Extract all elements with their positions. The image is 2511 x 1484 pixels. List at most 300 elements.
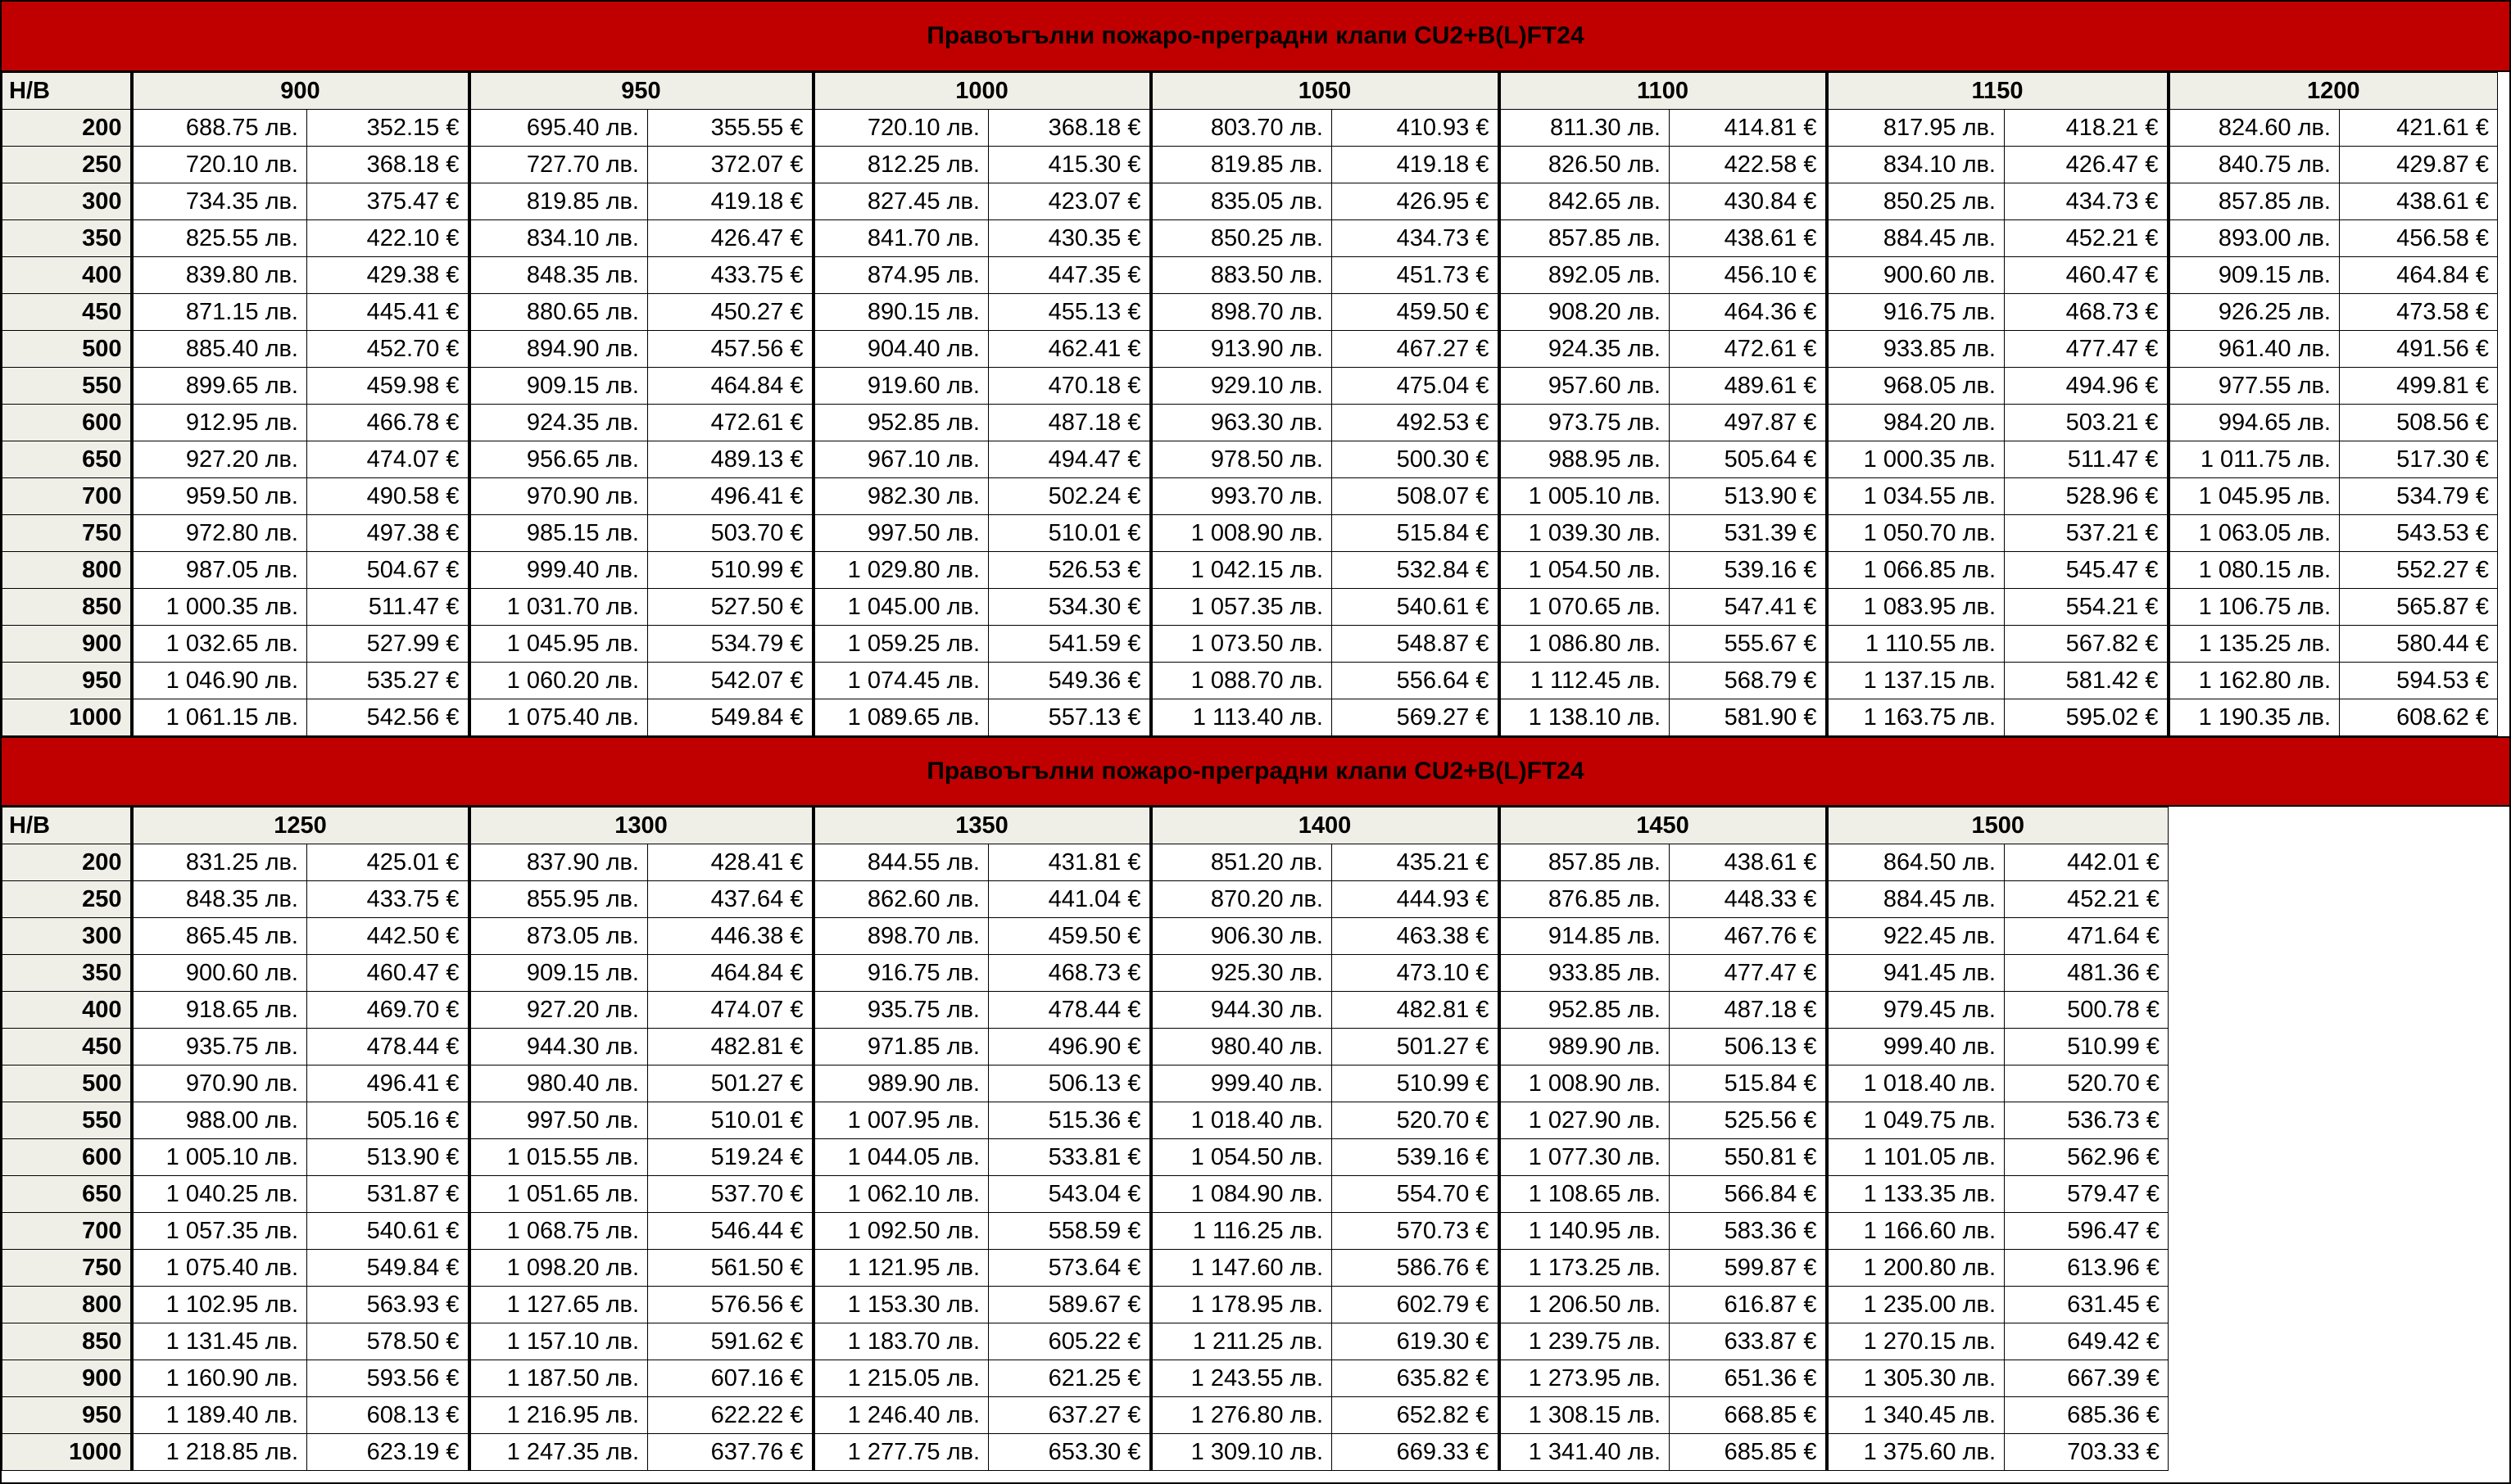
price-bgn-cell: 1 080.15 лв. bbox=[2169, 552, 2340, 589]
price-bgn-cell: 980.40 лв. bbox=[469, 1065, 648, 1102]
price-eur-cell: 464.36 € bbox=[1670, 294, 1827, 331]
price-eur-cell: 435.21 € bbox=[1332, 844, 1499, 881]
price-bgn-cell: 834.10 лв. bbox=[1827, 147, 2005, 183]
price-eur-cell: 557.13 € bbox=[989, 699, 1151, 736]
price-bgn-cell: 1 066.85 лв. bbox=[1827, 552, 2005, 589]
price-eur-cell: 368.18 € bbox=[307, 147, 469, 183]
price-bgn-cell: 1 050.70 лв. bbox=[1827, 515, 2005, 552]
height-label: 450 bbox=[2, 294, 132, 331]
price-bgn-cell: 1 000.35 лв. bbox=[1827, 441, 2005, 478]
price-bgn-cell: 1 098.20 лв. bbox=[469, 1250, 648, 1287]
price-bgn-cell: 1 018.40 лв. bbox=[1827, 1065, 2005, 1102]
price-eur-cell: 430.84 € bbox=[1670, 183, 1827, 220]
price-bgn-cell: 961.40 лв. bbox=[2169, 331, 2340, 368]
price-bgn-cell: 941.45 лв. bbox=[1827, 955, 2005, 992]
height-label: 800 bbox=[2, 1287, 132, 1323]
price-eur-cell: 474.07 € bbox=[307, 441, 469, 478]
price-bgn-cell: 1 074.45 лв. bbox=[814, 663, 989, 699]
price-eur-cell: 452.21 € bbox=[2005, 220, 2169, 257]
price-eur-cell: 515.84 € bbox=[1670, 1065, 1827, 1102]
price-bgn-cell: 1 029.80 лв. bbox=[814, 552, 989, 589]
height-label: 300 bbox=[2, 918, 132, 955]
price-eur-cell: 429.87 € bbox=[2340, 147, 2498, 183]
table-row bbox=[2, 918, 2169, 955]
price-bgn-cell: 924.35 лв. bbox=[469, 405, 648, 441]
price-eur-cell: 442.50 € bbox=[307, 918, 469, 955]
price-eur-cell: 531.87 € bbox=[307, 1176, 469, 1213]
price-eur-cell: 568.79 € bbox=[1670, 663, 1827, 699]
price-bgn-cell: 885.40 лв. bbox=[132, 331, 307, 368]
price-bgn-cell: 997.50 лв. bbox=[814, 515, 989, 552]
price-bgn-cell: 1 051.65 лв. bbox=[469, 1176, 648, 1213]
price-bgn-cell: 1 045.95 лв. bbox=[469, 626, 648, 663]
table-row bbox=[2, 1250, 2169, 1287]
price-eur-cell: 463.38 € bbox=[1332, 918, 1499, 955]
price-eur-cell: 602.79 € bbox=[1332, 1287, 1499, 1323]
table-row bbox=[2, 1287, 2169, 1323]
price-bgn-cell: 848.35 лв. bbox=[132, 881, 307, 918]
price-eur-cell: 506.13 € bbox=[1670, 1029, 1827, 1065]
price-bgn-cell: 1 138.10 лв. bbox=[1499, 699, 1670, 736]
price-bgn-cell: 824.60 лв. bbox=[2169, 110, 2340, 147]
price-eur-cell: 537.21 € bbox=[2005, 515, 2169, 552]
price-eur-cell: 540.61 € bbox=[307, 1213, 469, 1250]
price-bgn-cell: 987.05 лв. bbox=[132, 552, 307, 589]
price-bgn-cell: 890.15 лв. bbox=[814, 294, 989, 331]
price-eur-cell: 599.87 € bbox=[1670, 1250, 1827, 1287]
price-eur-cell: 426.47 € bbox=[2005, 147, 2169, 183]
price-bgn-cell: 1 211.25 лв. bbox=[1151, 1323, 1332, 1360]
price-bgn-cell: 1 057.35 лв. bbox=[132, 1213, 307, 1250]
height-label: 900 bbox=[2, 1360, 132, 1397]
table-row bbox=[2, 1397, 2169, 1434]
price-eur-cell: 467.27 € bbox=[1332, 331, 1499, 368]
price-eur-cell: 525.56 € bbox=[1670, 1102, 1827, 1139]
width-header: 1000 bbox=[814, 73, 1151, 110]
height-label: 550 bbox=[2, 368, 132, 405]
price-bgn-cell: 933.85 лв. bbox=[1499, 955, 1670, 992]
price-bgn-cell: 819.85 лв. bbox=[469, 183, 648, 220]
price-eur-cell: 352.15 € bbox=[307, 110, 469, 147]
price-eur-cell: 510.99 € bbox=[2005, 1029, 2169, 1065]
width-header: 1450 bbox=[1499, 808, 1827, 844]
table-row bbox=[2, 368, 2498, 405]
price-bgn-cell: 967.10 лв. bbox=[814, 441, 989, 478]
price-bgn-cell: 870.20 лв. bbox=[1151, 881, 1332, 918]
price-bgn-cell: 1 075.40 лв. bbox=[132, 1250, 307, 1287]
price-bgn-cell: 1 341.40 лв. bbox=[1499, 1434, 1670, 1471]
price-bgn-cell: 1 045.95 лв. bbox=[2169, 478, 2340, 515]
price-eur-cell: 464.84 € bbox=[2340, 257, 2498, 294]
price-bgn-cell: 1 121.95 лв. bbox=[814, 1250, 989, 1287]
price-bgn-cell: 884.45 лв. bbox=[1827, 220, 2005, 257]
price-eur-cell: 426.47 € bbox=[648, 220, 814, 257]
price-bgn-cell: 1 073.50 лв. bbox=[1151, 626, 1332, 663]
price-eur-cell: 685.36 € bbox=[2005, 1397, 2169, 1434]
price-bgn-cell: 1 101.05 лв. bbox=[1827, 1139, 2005, 1176]
price-bgn-cell: 989.90 лв. bbox=[814, 1065, 989, 1102]
height-label: 600 bbox=[2, 1139, 132, 1176]
price-bgn-cell: 837.90 лв. bbox=[469, 844, 648, 881]
price-eur-cell: 534.30 € bbox=[989, 589, 1151, 626]
price-eur-cell: 510.99 € bbox=[648, 552, 814, 589]
price-eur-cell: 554.21 € bbox=[2005, 589, 2169, 626]
price-bgn-cell: 1 059.25 лв. bbox=[814, 626, 989, 663]
price-eur-cell: 589.67 € bbox=[989, 1287, 1151, 1323]
price-eur-cell: 605.22 € bbox=[989, 1323, 1151, 1360]
price-eur-cell: 539.16 € bbox=[1670, 552, 1827, 589]
price-eur-cell: 455.13 € bbox=[989, 294, 1151, 331]
price-bgn-cell: 999.40 лв. bbox=[469, 552, 648, 589]
price-eur-cell: 505.16 € bbox=[307, 1102, 469, 1139]
price-bgn-cell: 880.65 лв. bbox=[469, 294, 648, 331]
table-row bbox=[2, 1323, 2169, 1360]
price-eur-cell: 533.81 € bbox=[989, 1139, 1151, 1176]
price-eur-cell: 482.81 € bbox=[648, 1029, 814, 1065]
price-eur-cell: 475.04 € bbox=[1332, 368, 1499, 405]
height-label: 350 bbox=[2, 220, 132, 257]
price-eur-cell: 422.58 € bbox=[1670, 147, 1827, 183]
price-bgn-cell: 980.40 лв. bbox=[1151, 1029, 1332, 1065]
price-bgn-cell: 1 108.65 лв. bbox=[1499, 1176, 1670, 1213]
price-bgn-cell: 851.20 лв. bbox=[1151, 844, 1332, 881]
price-bgn-cell: 1 166.60 лв. bbox=[1827, 1213, 2005, 1250]
price-bgn-cell: 1 247.35 лв. bbox=[469, 1434, 648, 1471]
height-label: 400 bbox=[2, 257, 132, 294]
price-bgn-cell: 893.00 лв. bbox=[2169, 220, 2340, 257]
price-eur-cell: 441.04 € bbox=[989, 881, 1151, 918]
table-row bbox=[2, 992, 2169, 1029]
price-eur-cell: 503.21 € bbox=[2005, 405, 2169, 441]
price-eur-cell: 459.50 € bbox=[1332, 294, 1499, 331]
price-eur-cell: 414.81 € bbox=[1670, 110, 1827, 147]
price-bgn-cell: 1 046.90 лв. bbox=[132, 663, 307, 699]
price-bgn-cell: 1 045.00 лв. bbox=[814, 589, 989, 626]
width-header: 1500 bbox=[1827, 808, 2169, 844]
price-bgn-cell: 1 106.75 лв. bbox=[2169, 589, 2340, 626]
price-eur-cell: 581.42 € bbox=[2005, 663, 2169, 699]
price-eur-cell: 550.81 € bbox=[1670, 1139, 1827, 1176]
price-bgn-cell: 850.25 лв. bbox=[1151, 220, 1332, 257]
price-eur-cell: 616.87 € bbox=[1670, 1287, 1827, 1323]
price-eur-cell: 515.84 € bbox=[1332, 515, 1499, 552]
price-eur-cell: 594.53 € bbox=[2340, 663, 2498, 699]
price-bgn-cell: 1 137.15 лв. bbox=[1827, 663, 2005, 699]
price-bgn-cell: 1 061.15 лв. bbox=[132, 699, 307, 736]
price-bgn-cell: 1 375.60 лв. bbox=[1827, 1434, 2005, 1471]
price-bgn-cell: 1 178.95 лв. bbox=[1151, 1287, 1332, 1323]
price-bgn-cell: 825.55 лв. bbox=[132, 220, 307, 257]
height-label: 200 bbox=[2, 110, 132, 147]
price-eur-cell: 438.61 € bbox=[1670, 220, 1827, 257]
price-bgn-cell: 927.20 лв. bbox=[469, 992, 648, 1029]
price-bgn-cell: 695.40 лв. bbox=[469, 110, 648, 147]
price-eur-cell: 685.85 € bbox=[1670, 1434, 1827, 1471]
price-eur-cell: 477.47 € bbox=[2005, 331, 2169, 368]
price-eur-cell: 456.10 € bbox=[1670, 257, 1827, 294]
width-header: 900 bbox=[132, 73, 469, 110]
price-bgn-cell: 924.35 лв. bbox=[1499, 331, 1670, 368]
price-eur-cell: 580.44 € bbox=[2340, 626, 2498, 663]
block1-price-table bbox=[2, 72, 2498, 736]
width-header: 1050 bbox=[1151, 73, 1499, 110]
price-eur-cell: 566.84 € bbox=[1670, 1176, 1827, 1213]
table-row bbox=[2, 955, 2169, 992]
price-bgn-cell: 842.65 лв. bbox=[1499, 183, 1670, 220]
price-bgn-cell: 844.55 лв. bbox=[814, 844, 989, 881]
price-eur-cell: 447.35 € bbox=[989, 257, 1151, 294]
price-eur-cell: 542.07 € bbox=[648, 663, 814, 699]
price-bgn-cell: 1 042.15 лв. bbox=[1151, 552, 1332, 589]
price-eur-cell: 456.58 € bbox=[2340, 220, 2498, 257]
price-eur-cell: 430.35 € bbox=[989, 220, 1151, 257]
price-bgn-cell: 1 027.90 лв. bbox=[1499, 1102, 1670, 1139]
height-label: 250 bbox=[2, 147, 132, 183]
price-bgn-cell: 1 086.80 лв. bbox=[1499, 626, 1670, 663]
price-eur-cell: 555.67 € bbox=[1670, 626, 1827, 663]
price-bgn-cell: 970.90 лв. bbox=[469, 478, 648, 515]
price-eur-cell: 422.10 € bbox=[307, 220, 469, 257]
price-eur-cell: 494.47 € bbox=[989, 441, 1151, 478]
price-bgn-cell: 803.70 лв. bbox=[1151, 110, 1332, 147]
price-eur-cell: 669.33 € bbox=[1332, 1434, 1499, 1471]
price-eur-cell: 520.70 € bbox=[1332, 1102, 1499, 1139]
price-eur-cell: 460.47 € bbox=[307, 955, 469, 992]
price-eur-cell: 473.58 € bbox=[2340, 294, 2498, 331]
price-bgn-cell: 1 183.70 лв. bbox=[814, 1323, 989, 1360]
price-bgn-cell: 857.85 лв. bbox=[1499, 844, 1670, 881]
height-label: 950 bbox=[2, 1397, 132, 1434]
price-eur-cell: 505.64 € bbox=[1670, 441, 1827, 478]
price-bgn-cell: 834.10 лв. bbox=[469, 220, 648, 257]
price-eur-cell: 433.75 € bbox=[648, 257, 814, 294]
price-bgn-cell: 827.45 лв. bbox=[814, 183, 989, 220]
header-row bbox=[2, 73, 2498, 110]
price-bgn-cell: 1 309.10 лв. bbox=[1151, 1434, 1332, 1471]
price-eur-cell: 466.78 € bbox=[307, 405, 469, 441]
price-eur-cell: 472.61 € bbox=[1670, 331, 1827, 368]
price-eur-cell: 496.90 € bbox=[989, 1029, 1151, 1065]
price-bgn-cell: 841.70 лв. bbox=[814, 220, 989, 257]
price-bgn-cell: 900.60 лв. bbox=[132, 955, 307, 992]
price-bgn-cell: 926.25 лв. bbox=[2169, 294, 2340, 331]
price-eur-cell: 499.81 € bbox=[2340, 368, 2498, 405]
price-bgn-cell: 874.95 лв. bbox=[814, 257, 989, 294]
table-row bbox=[2, 699, 2498, 736]
price-eur-cell: 558.59 € bbox=[989, 1213, 1151, 1250]
price-eur-cell: 478.44 € bbox=[307, 1029, 469, 1065]
price-bgn-cell: 734.35 лв. bbox=[132, 183, 307, 220]
block1-title: Правоъгълни пожаро-преградни клапи CU2+B(L)FT24 bbox=[2, 2, 2509, 72]
price-eur-cell: 372.07 € bbox=[648, 147, 814, 183]
price-bgn-cell: 1 089.65 лв. bbox=[814, 699, 989, 736]
price-eur-cell: 668.85 € bbox=[1670, 1397, 1827, 1434]
price-bgn-cell: 1 153.30 лв. bbox=[814, 1287, 989, 1323]
price-bgn-cell: 1 340.45 лв. bbox=[1827, 1397, 2005, 1434]
price-bgn-cell: 1 054.50 лв. bbox=[1499, 552, 1670, 589]
price-bgn-cell: 1 173.25 лв. bbox=[1499, 1250, 1670, 1287]
table-row bbox=[2, 294, 2498, 331]
price-bgn-cell: 1 113.40 лв. bbox=[1151, 699, 1332, 736]
price-bgn-cell: 1 008.90 лв. bbox=[1151, 515, 1332, 552]
height-label: 200 bbox=[2, 844, 132, 881]
price-eur-cell: 448.33 € bbox=[1670, 881, 1827, 918]
price-eur-cell: 562.96 € bbox=[2005, 1139, 2169, 1176]
price-eur-cell: 462.41 € bbox=[989, 331, 1151, 368]
height-label: 750 bbox=[2, 1250, 132, 1287]
price-bgn-cell: 1 218.85 лв. bbox=[132, 1434, 307, 1471]
price-bgn-cell: 925.30 лв. bbox=[1151, 955, 1332, 992]
price-eur-cell: 635.82 € bbox=[1332, 1360, 1499, 1397]
price-bgn-cell: 979.45 лв. bbox=[1827, 992, 2005, 1029]
price-eur-cell: 578.50 € bbox=[307, 1323, 469, 1360]
price-eur-cell: 431.81 € bbox=[989, 844, 1151, 881]
price-eur-cell: 520.70 € bbox=[2005, 1065, 2169, 1102]
price-eur-cell: 445.41 € bbox=[307, 294, 469, 331]
price-eur-cell: 546.44 € bbox=[648, 1213, 814, 1250]
price-bgn-cell: 1 070.65 лв. bbox=[1499, 589, 1670, 626]
price-eur-cell: 425.01 € bbox=[307, 844, 469, 881]
price-bgn-cell: 970.90 лв. bbox=[132, 1065, 307, 1102]
price-bgn-cell: 1 040.25 лв. bbox=[132, 1176, 307, 1213]
price-eur-cell: 426.95 € bbox=[1332, 183, 1499, 220]
height-label: 500 bbox=[2, 331, 132, 368]
price-bgn-cell: 959.50 лв. bbox=[132, 478, 307, 515]
price-bgn-cell: 1 039.30 лв. bbox=[1499, 515, 1670, 552]
price-bgn-cell: 1 116.25 лв. bbox=[1151, 1213, 1332, 1250]
price-eur-cell: 468.73 € bbox=[989, 955, 1151, 992]
price-bgn-cell: 1 054.50 лв. bbox=[1151, 1139, 1332, 1176]
price-bgn-cell: 985.15 лв. bbox=[469, 515, 648, 552]
price-bgn-cell: 988.00 лв. bbox=[132, 1102, 307, 1139]
width-header: 1250 bbox=[132, 808, 469, 844]
price-eur-cell: 494.96 € bbox=[2005, 368, 2169, 405]
price-bgn-cell: 840.75 лв. bbox=[2169, 147, 2340, 183]
block2-price-table bbox=[2, 807, 2169, 1471]
price-eur-cell: 534.79 € bbox=[648, 626, 814, 663]
price-bgn-cell: 908.20 лв. bbox=[1499, 294, 1670, 331]
price-eur-cell: 438.61 € bbox=[2340, 183, 2498, 220]
price-eur-cell: 501.27 € bbox=[648, 1065, 814, 1102]
price-bgn-cell: 1 102.95 лв. bbox=[132, 1287, 307, 1323]
price-bgn-cell: 1 160.90 лв. bbox=[132, 1360, 307, 1397]
price-eur-cell: 410.93 € bbox=[1332, 110, 1499, 147]
price-eur-cell: 527.99 € bbox=[307, 626, 469, 663]
height-label: 1000 bbox=[2, 1434, 132, 1471]
price-eur-cell: 613.96 € bbox=[2005, 1250, 2169, 1287]
price-bgn-cell: 1 163.75 лв. bbox=[1827, 699, 2005, 736]
price-bgn-cell: 988.95 лв. bbox=[1499, 441, 1670, 478]
price-eur-cell: 513.90 € bbox=[1670, 478, 1827, 515]
price-bgn-cell: 1 068.75 лв. bbox=[469, 1213, 648, 1250]
price-bgn-cell: 913.90 лв. bbox=[1151, 331, 1332, 368]
table-row bbox=[2, 663, 2498, 699]
height-label: 350 bbox=[2, 955, 132, 992]
width-header: 1350 bbox=[814, 808, 1151, 844]
price-bgn-cell: 835.05 лв. bbox=[1151, 183, 1332, 220]
price-bgn-cell: 912.95 лв. bbox=[132, 405, 307, 441]
price-eur-cell: 452.21 € bbox=[2005, 881, 2169, 918]
price-eur-cell: 545.47 € bbox=[2005, 552, 2169, 589]
price-bgn-cell: 1 057.35 лв. bbox=[1151, 589, 1332, 626]
price-bgn-cell: 929.10 лв. bbox=[1151, 368, 1332, 405]
price-bgn-cell: 826.50 лв. bbox=[1499, 147, 1670, 183]
price-eur-cell: 549.36 € bbox=[989, 663, 1151, 699]
price-eur-cell: 415.30 € bbox=[989, 147, 1151, 183]
height-label: 400 bbox=[2, 992, 132, 1029]
price-bgn-cell: 1 200.80 лв. bbox=[1827, 1250, 2005, 1287]
price-bgn-cell: 883.50 лв. bbox=[1151, 257, 1332, 294]
price-bgn-cell: 914.85 лв. bbox=[1499, 918, 1670, 955]
price-eur-cell: 548.87 € bbox=[1332, 626, 1499, 663]
price-bgn-cell: 1 049.75 лв. bbox=[1827, 1102, 2005, 1139]
price-eur-cell: 552.27 € bbox=[2340, 552, 2498, 589]
price-bgn-cell: 1 305.30 лв. bbox=[1827, 1360, 2005, 1397]
table-row bbox=[2, 589, 2498, 626]
price-bgn-cell: 984.20 лв. bbox=[1827, 405, 2005, 441]
price-eur-cell: 489.13 € bbox=[648, 441, 814, 478]
price-bgn-cell: 989.90 лв. bbox=[1499, 1029, 1670, 1065]
price-bgn-cell: 898.70 лв. bbox=[814, 918, 989, 955]
price-eur-cell: 419.18 € bbox=[648, 183, 814, 220]
width-header: 1200 bbox=[2169, 73, 2498, 110]
price-eur-cell: 433.75 € bbox=[307, 881, 469, 918]
price-eur-cell: 474.07 € bbox=[648, 992, 814, 1029]
price-eur-cell: 434.73 € bbox=[2005, 183, 2169, 220]
price-bgn-cell: 850.25 лв. bbox=[1827, 183, 2005, 220]
price-eur-cell: 534.79 € bbox=[2340, 478, 2498, 515]
price-bgn-cell: 952.85 лв. bbox=[814, 405, 989, 441]
price-bgn-cell: 1 077.30 лв. bbox=[1499, 1139, 1670, 1176]
price-eur-cell: 653.30 € bbox=[989, 1434, 1151, 1471]
price-eur-cell: 470.18 € bbox=[989, 368, 1151, 405]
price-eur-cell: 593.56 € bbox=[307, 1360, 469, 1397]
price-bgn-cell: 904.40 лв. bbox=[814, 331, 989, 368]
price-bgn-cell: 927.20 лв. bbox=[132, 441, 307, 478]
price-bgn-cell: 1 088.70 лв. bbox=[1151, 663, 1332, 699]
price-bgn-cell: 973.75 лв. bbox=[1499, 405, 1670, 441]
price-eur-cell: 554.70 € bbox=[1332, 1176, 1499, 1213]
price-bgn-cell: 1 246.40 лв. bbox=[814, 1397, 989, 1434]
price-eur-cell: 583.36 € bbox=[1670, 1213, 1827, 1250]
height-label: 850 bbox=[2, 589, 132, 626]
price-eur-cell: 591.62 € bbox=[648, 1323, 814, 1360]
price-eur-cell: 607.16 € bbox=[648, 1360, 814, 1397]
price-bgn-cell: 1 135.25 лв. bbox=[2169, 626, 2340, 663]
price-eur-cell: 608.13 € bbox=[307, 1397, 469, 1434]
price-bgn-cell: 1 075.40 лв. bbox=[469, 699, 648, 736]
price-bgn-cell: 899.65 лв. bbox=[132, 368, 307, 405]
price-bgn-cell: 935.75 лв. bbox=[132, 1029, 307, 1065]
price-bgn-cell: 1 031.70 лв. bbox=[469, 589, 648, 626]
price-eur-cell: 631.45 € bbox=[2005, 1287, 2169, 1323]
price-eur-cell: 482.81 € bbox=[1332, 992, 1499, 1029]
price-bgn-cell: 1 005.10 лв. bbox=[1499, 478, 1670, 515]
price-eur-cell: 457.56 € bbox=[648, 331, 814, 368]
price-bgn-cell: 817.95 лв. bbox=[1827, 110, 2005, 147]
header-row bbox=[2, 808, 2169, 844]
price-bgn-cell: 892.05 лв. bbox=[1499, 257, 1670, 294]
price-bgn-cell: 812.25 лв. bbox=[814, 147, 989, 183]
price-eur-cell: 508.56 € bbox=[2340, 405, 2498, 441]
price-eur-cell: 510.01 € bbox=[648, 1102, 814, 1139]
height-label: 950 bbox=[2, 663, 132, 699]
price-bgn-cell: 977.55 лв. bbox=[2169, 368, 2340, 405]
price-eur-cell: 526.53 € bbox=[989, 552, 1151, 589]
price-eur-cell: 542.56 € bbox=[307, 699, 469, 736]
table-row bbox=[2, 331, 2498, 368]
height-label: 750 bbox=[2, 515, 132, 552]
